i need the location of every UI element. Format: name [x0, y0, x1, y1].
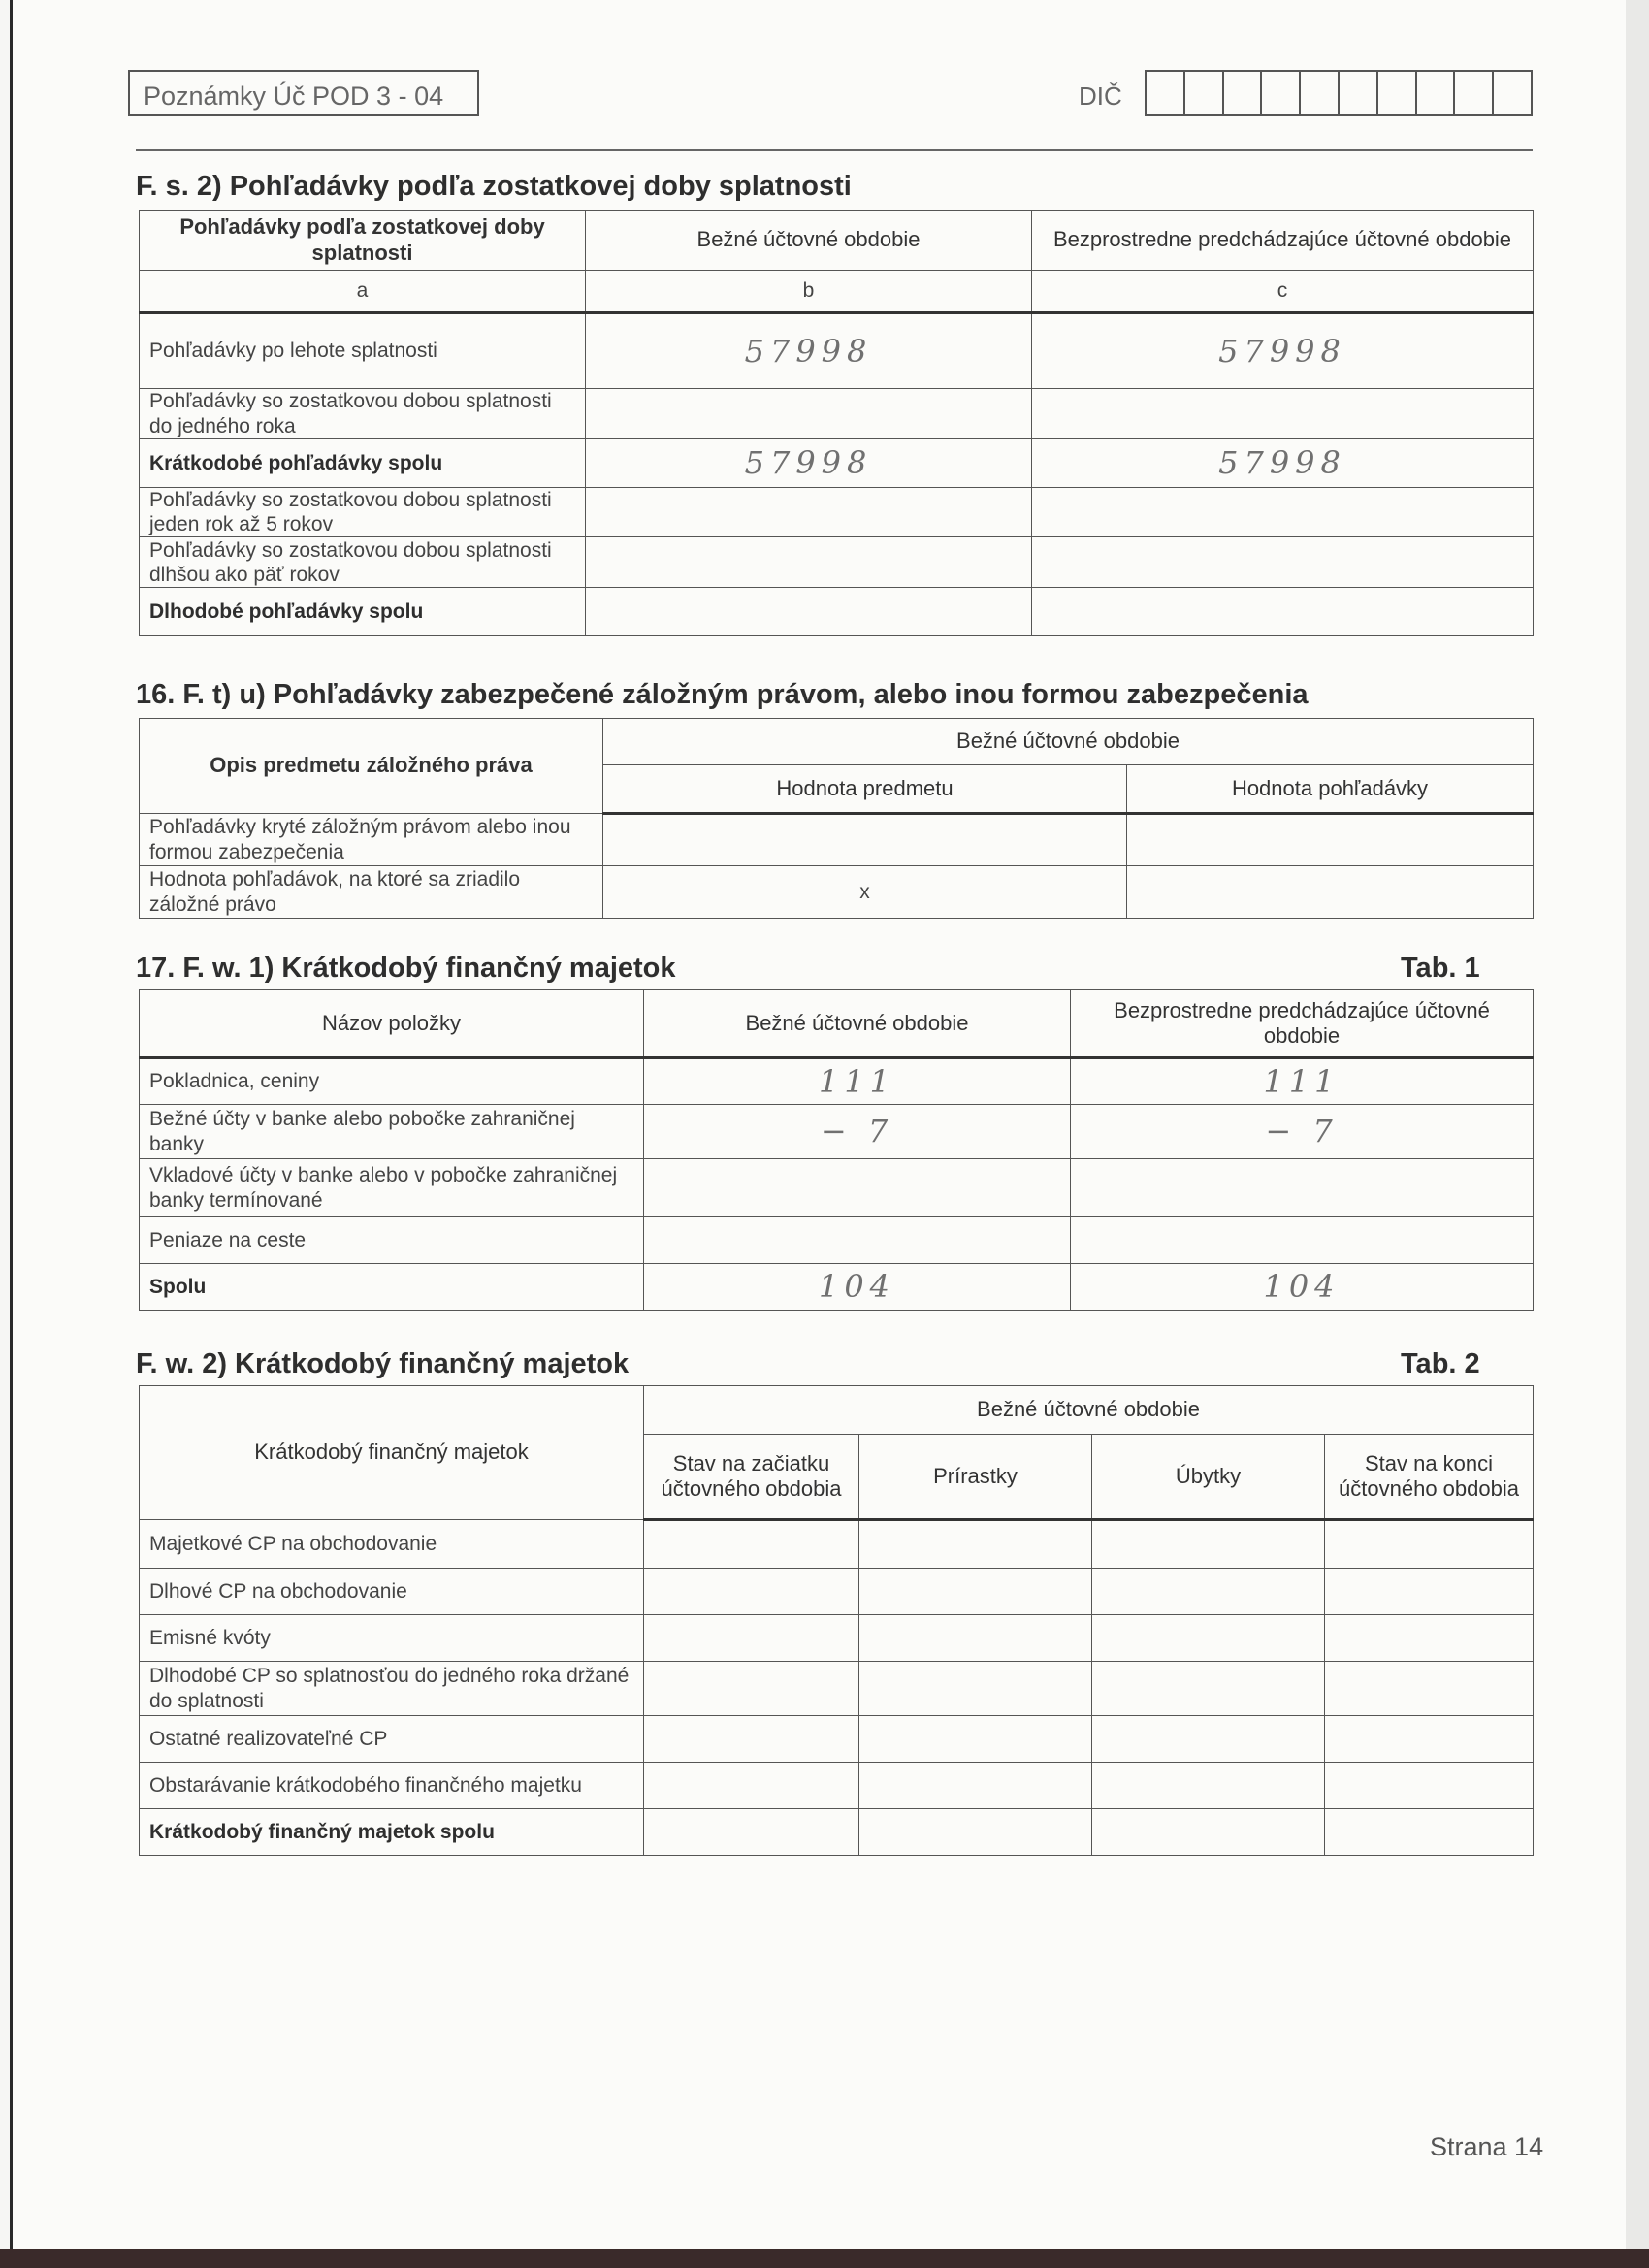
- row-label: Dlhodobé CP so splatnosťou do jedného roka držané do splatnosti: [140, 1662, 644, 1716]
- short-term-financial-assets-table-2: [139, 1385, 1534, 1856]
- value-cell[interactable]: [586, 537, 1032, 588]
- dic-digit-cell[interactable]: [1415, 72, 1454, 114]
- dic-digit-cell[interactable]: [1222, 72, 1261, 114]
- dic-digit-cell[interactable]: [1260, 72, 1299, 114]
- short-term-financial-assets-table-1: [139, 989, 1534, 1311]
- value-cell[interactable]: [1092, 1716, 1325, 1763]
- col-header-pledge-description: Opis predmetu záložného práva: [140, 719, 603, 814]
- col-header-current-period: Bežné účtovné obdobie: [586, 211, 1032, 271]
- section-short-term-financial-assets-title: 17. F. w. 1) Krátkodobý finančný majetok: [136, 953, 676, 984]
- value-cell[interactable]: [1032, 488, 1534, 537]
- handwritten-value[interactable]: 57998: [586, 313, 1032, 389]
- col-index-a: a: [140, 271, 586, 313]
- value-cell[interactable]: [1127, 814, 1534, 866]
- value-cell[interactable]: [1092, 1520, 1325, 1569]
- handwritten-value[interactable]: − 7: [1071, 1105, 1534, 1159]
- col-index-b: b: [586, 271, 1032, 313]
- col-header-current-period: Bežné účtovné obdobie: [644, 990, 1071, 1058]
- col-header-current-period: Bežné účtovné obdobie: [644, 1386, 1534, 1435]
- value-cell[interactable]: [859, 1520, 1092, 1569]
- col-header-asset-name: Krátkodobý finančný majetok: [140, 1386, 644, 1520]
- receivables-maturity-table: [139, 210, 1534, 636]
- value-cell[interactable]: [1325, 1716, 1534, 1763]
- row-label: Pohľadávky so zostatkovou dobou splatnosti dlhšou ako päť rokov: [140, 537, 586, 588]
- value-cell[interactable]: [644, 1763, 859, 1809]
- handwritten-value[interactable]: 57998: [586, 439, 1032, 488]
- row-label: Hodnota pohľadávok, na ktoré sa zriadilo záložné právo: [140, 866, 603, 919]
- dic-digit-cell[interactable]: [1376, 72, 1415, 114]
- value-cell[interactable]: [1071, 1159, 1534, 1217]
- value-cell[interactable]: [859, 1569, 1092, 1615]
- value-cell[interactable]: [644, 1217, 1071, 1264]
- row-label: Pokladnica, ceniny: [140, 1058, 644, 1105]
- value-cell[interactable]: [859, 1716, 1092, 1763]
- section-secured-receivables-title: 16. F. t) u) Pohľadávky zabezpečené záložným právom, alebo inou formou zabezpečenia: [136, 679, 1309, 710]
- value-cell-x: x: [603, 866, 1127, 919]
- value-cell[interactable]: [1092, 1615, 1325, 1662]
- secured-receivables-table: [139, 718, 1534, 919]
- value-cell[interactable]: [644, 1159, 1071, 1217]
- col-index-c: c: [1032, 271, 1534, 313]
- row-label: Dlhové CP na obchodovanie: [140, 1569, 644, 1615]
- handwritten-value[interactable]: − 7: [644, 1105, 1071, 1159]
- value-cell[interactable]: [644, 1615, 859, 1662]
- col-header-opening-balance: Stav na začiatku účtovného obdobia: [644, 1435, 859, 1520]
- dic-digit-cell[interactable]: [1492, 72, 1531, 114]
- value-cell[interactable]: [1325, 1520, 1534, 1569]
- value-cell[interactable]: [603, 814, 1127, 866]
- value-cell[interactable]: [586, 389, 1032, 439]
- col-header-subject-value: Hodnota predmetu: [603, 765, 1127, 814]
- col-header-previous-period: Bezprostredne predchádzajúce účtovné obdobie: [1032, 211, 1534, 271]
- value-cell[interactable]: [1325, 1809, 1534, 1856]
- row-label: Pohľadávky kryté záložným právom alebo inou formou zabezpečenia: [140, 814, 603, 866]
- row-label-total: Spolu: [140, 1264, 644, 1311]
- value-cell[interactable]: [1325, 1662, 1534, 1716]
- dic-input-boxes[interactable]: [1145, 70, 1533, 116]
- tab2-label: Tab. 2: [1401, 1348, 1480, 1379]
- value-cell[interactable]: [1071, 1217, 1534, 1264]
- value-cell[interactable]: [1092, 1809, 1325, 1856]
- handwritten-value[interactable]: 111: [1071, 1058, 1534, 1105]
- value-cell[interactable]: [1325, 1569, 1534, 1615]
- value-cell[interactable]: [644, 1809, 859, 1856]
- value-cell[interactable]: [644, 1662, 859, 1716]
- row-label: Bežné účty v banke alebo pobočke zahraničnej banky: [140, 1105, 644, 1159]
- col-header-disposals: Úbytky: [1092, 1435, 1325, 1520]
- row-label-total: Krátkodobý finančný majetok spolu: [140, 1809, 644, 1856]
- col-header-current-period: Bežné účtovné obdobie: [603, 719, 1534, 765]
- dic-label: DIČ: [1079, 81, 1122, 111]
- col-header-closing-balance: Stav na konci účtovného obdobia: [1325, 1435, 1534, 1520]
- col-header-claim-value: Hodnota pohľadávky: [1127, 765, 1534, 814]
- value-cell[interactable]: [1032, 389, 1534, 439]
- row-label: Pohľadávky so zostatkovou dobou splatnosti jeden rok až 5 rokov: [140, 488, 586, 537]
- handwritten-value[interactable]: 104: [644, 1264, 1071, 1311]
- row-label: Ostatné realizovateľné CP: [140, 1716, 644, 1763]
- value-cell[interactable]: [1092, 1569, 1325, 1615]
- value-cell[interactable]: [859, 1662, 1092, 1716]
- value-cell[interactable]: [1092, 1662, 1325, 1716]
- dic-digit-cell[interactable]: [1183, 72, 1222, 114]
- page-number: Strana 14: [1430, 2132, 1544, 2161]
- dic-digit-cell[interactable]: [1299, 72, 1338, 114]
- value-cell[interactable]: [1032, 588, 1534, 636]
- col-header-additions: Prírastky: [859, 1435, 1092, 1520]
- col-header-item-name: Názov položky: [140, 990, 644, 1058]
- row-label: Pohľadávky po lehote splatnosti: [140, 313, 586, 389]
- row-label: Vkladové účty v banke alebo v pobočke zahraničnej banky termínované: [140, 1159, 644, 1217]
- handwritten-value[interactable]: 104: [1071, 1264, 1534, 1311]
- row-label: Emisné kvóty: [140, 1615, 644, 1662]
- header-divider: [136, 149, 1533, 151]
- handwritten-value[interactable]: 57998: [1032, 439, 1534, 488]
- handwritten-value[interactable]: 111: [644, 1058, 1071, 1105]
- value-cell[interactable]: [1325, 1763, 1534, 1809]
- tab1-label: Tab. 1: [1401, 953, 1480, 984]
- value-cell[interactable]: [586, 488, 1032, 537]
- value-cell[interactable]: [859, 1763, 1092, 1809]
- row-label: Pohľadávky so zostatkovou dobou splatnosti do jedného roka: [140, 389, 586, 439]
- scan-right-margin: [1626, 0, 1649, 2268]
- row-label: Obstarávanie krátkodobého finančného majetku: [140, 1763, 644, 1809]
- value-cell[interactable]: [644, 1569, 859, 1615]
- row-label-total: Dlhodobé pohľadávky spolu: [140, 588, 586, 636]
- scan-bottom-edge: [0, 2249, 1649, 2268]
- value-cell[interactable]: [859, 1809, 1092, 1856]
- col-header-receivables: Pohľadávky podľa zostatkovej doby splatnosti: [140, 211, 586, 271]
- handwritten-value[interactable]: 57998: [1032, 313, 1534, 389]
- dic-digit-cell[interactable]: [1453, 72, 1492, 114]
- section-short-term-financial-assets-2-title: F. w. 2) Krátkodobý finančný majetok: [136, 1348, 630, 1379]
- value-cell[interactable]: [1325, 1615, 1534, 1662]
- value-cell[interactable]: [644, 1520, 859, 1569]
- value-cell[interactable]: [644, 1716, 859, 1763]
- section-receivables-maturity-title: F. s. 2) Pohľadávky podľa zostatkovej doby splatnosti: [136, 171, 852, 202]
- dic-digit-cell[interactable]: [1147, 72, 1183, 114]
- value-cell[interactable]: [1127, 866, 1534, 919]
- row-label: Majetkové CP na obchodovanie: [140, 1520, 644, 1569]
- value-cell[interactable]: [1092, 1763, 1325, 1809]
- value-cell[interactable]: [859, 1615, 1092, 1662]
- dic-digit-cell[interactable]: [1338, 72, 1376, 114]
- value-cell[interactable]: [1032, 537, 1534, 588]
- row-label: Peniaze na ceste: [140, 1217, 644, 1264]
- col-header-previous-period: Bezprostredne predchádzajúce účtovné obdobie: [1071, 990, 1534, 1058]
- row-label-total: Krátkodobé pohľadávky spolu: [140, 439, 586, 488]
- value-cell[interactable]: [586, 588, 1032, 636]
- form-title-box: Poznámky Úč POD 3 - 04: [128, 70, 479, 116]
